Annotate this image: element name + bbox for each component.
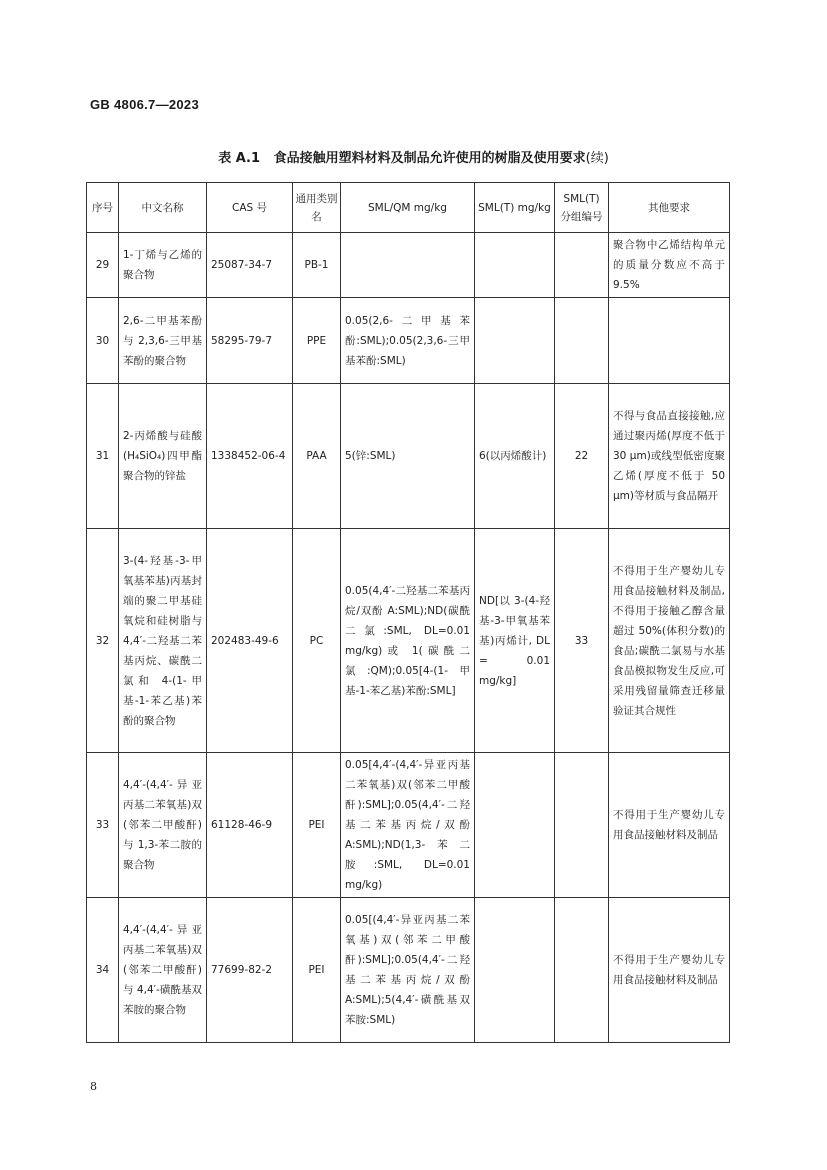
row-group: 22 (555, 384, 609, 529)
row-cas: 25087-34-7 (207, 233, 293, 298)
row-no: 31 (87, 384, 119, 529)
row-name: 2,6-二甲基苯酚与 2,3,6-三甲基苯酚的聚合物 (119, 298, 207, 384)
col-header-no: 序号 (87, 183, 119, 233)
table-row (87, 298, 730, 384)
row-group: 33 (555, 529, 609, 753)
row-cas: 61128-46-9 (207, 753, 293, 898)
row-abbr: PB-1 (293, 233, 341, 298)
col-header-abbr: 通用类别名 (293, 183, 341, 233)
table-row (87, 753, 730, 898)
table-caption: 食品接触用塑料材料及制品允许使用的树脂及使用要求 (273, 151, 586, 166)
row-name: 1-丁烯与乙烯的聚合物 (119, 233, 207, 298)
col-header-sml-qm: SML/QM mg/kg (341, 183, 475, 233)
row-cas: 77699-82-2 (207, 898, 293, 1043)
row-abbr: PEI (293, 753, 341, 898)
row-abbr: PPE (293, 298, 341, 384)
row-abbr: PC (293, 529, 341, 753)
row-name: 4,4′-(4,4′-异亚丙基二苯氧基)双(邻苯二甲酸酐)与 1,3-苯二胺的聚合物 (119, 753, 207, 898)
row-name: 2-丙烯酸与硅酸(H₄SiO₄)四甲酯聚合物的锌盐 (119, 384, 207, 529)
row-sml-t (475, 898, 555, 1043)
row-other (609, 298, 730, 384)
table-title (0, 147, 827, 166)
table-number: 表 A.1 (218, 151, 261, 166)
row-cas: 202483-49-6 (207, 529, 293, 753)
row-name: 4,4′-(4,4′-异亚丙基二苯氧基)双(邻苯二甲酸酐)与 4,4′-磺酰基双苯胺的聚合物 (119, 898, 207, 1043)
row-sml-t: ND[以 3-(4-羟基-3-甲氧基苯基)丙烯计, DL = 0.01 mg/kg] (475, 529, 555, 753)
row-sml-t (475, 753, 555, 898)
col-header-sml-t: SML(T) mg/kg (475, 183, 555, 233)
row-sml-qm: 5(锌:SML) (341, 384, 475, 529)
row-group (555, 753, 609, 898)
col-header-other: 其他要求 (609, 183, 730, 233)
row-sml-qm (341, 233, 475, 298)
row-sml-qm: 0.05(4,4′-二羟基二苯基丙烷/双酚 A:SML);ND(碳酰二氯:SML, DL=0.01 mg/kg)或 1(碳酰二氯:QM);0.05[4-(1-甲基-1-苯乙基)苯酚:SML] (341, 529, 475, 753)
row-no: 33 (87, 753, 119, 898)
row-no: 29 (87, 233, 119, 298)
table-row (87, 233, 730, 298)
row-group (555, 233, 609, 298)
table-row (87, 898, 730, 1043)
row-no: 34 (87, 898, 119, 1043)
col-header-name: 中文名称 (119, 183, 207, 233)
resin-table (86, 182, 730, 1043)
row-group (555, 898, 609, 1043)
table-header-row (87, 183, 730, 233)
col-header-group: SML(T) 分组编号 (555, 183, 609, 233)
standard-code: GB 4806.7—2023 (90, 97, 199, 112)
row-group (555, 298, 609, 384)
row-sml-t (475, 233, 555, 298)
row-abbr: PAA (293, 384, 341, 529)
row-no: 32 (87, 529, 119, 753)
row-name: 3-(4-羟基-3-甲氧基苯基)丙基封端的聚二甲基硅氧烷和硅树脂与 4,4′-二羟基二苯基丙烷、碳酰二氯和 4-(1-甲基-1-苯乙基)苯酚的聚合物 (119, 529, 207, 753)
row-abbr: PEI (293, 898, 341, 1043)
row-sml-qm: 0.05(2,6-二甲基苯酚:SML);0.05(2,3,6-三甲基苯酚:SML) (341, 298, 475, 384)
row-no: 30 (87, 298, 119, 384)
table-row (87, 384, 730, 529)
row-other: 不得用于生产婴幼儿专用食品接触材料及制品 (609, 898, 730, 1043)
row-sml-qm: 0.05[4,4′-(4,4′-异亚丙基二苯氧基)双(邻苯二甲酸酐):SML];0.05(4,4′-二羟基二苯基丙烷/双酚 A:SML);ND(1,3-苯二胺:SML, DL=0.01 mg/kg) (341, 753, 475, 898)
col-header-cas: CAS 号 (207, 183, 293, 233)
table-continued: (续) (585, 151, 609, 166)
row-sml-t: 6(以丙烯酸计) (475, 384, 555, 529)
row-sml-qm: 0.05[(4,4′-异亚丙基二苯氧基)双(邻苯二甲酸酐):SML];0.05(4,4′-二羟基二苯基丙烷/双酚 A:SML);5(4,4′-磺酰基双苯胺:SML) (341, 898, 475, 1043)
row-other: 不得用于生产婴幼儿专用食品接触材料及制品 (609, 753, 730, 898)
row-cas: 58295-79-7 (207, 298, 293, 384)
page-number: 8 (90, 1080, 97, 1093)
row-sml-t (475, 298, 555, 384)
table-row (87, 529, 730, 753)
row-other: 聚合物中乙烯结构单元的质量分数应不高于 9.5% (609, 233, 730, 298)
row-cas: 1338452-06-4 (207, 384, 293, 529)
row-other: 不得用于生产婴幼儿专用食品接触材料及制品,不得用于接触乙醇含量超过 50%(体积分数)的食品;碳酰二氯易与水基食品模拟物发生反应,可采用残留量筛查迁移量验证其合规性 (609, 529, 730, 753)
row-other: 不得与食品直接接触,应通过聚丙烯(厚度不低于 30 μm)或线型低密度聚乙烯(厚度不低于 50 μm)等材质与食品隔开 (609, 384, 730, 529)
